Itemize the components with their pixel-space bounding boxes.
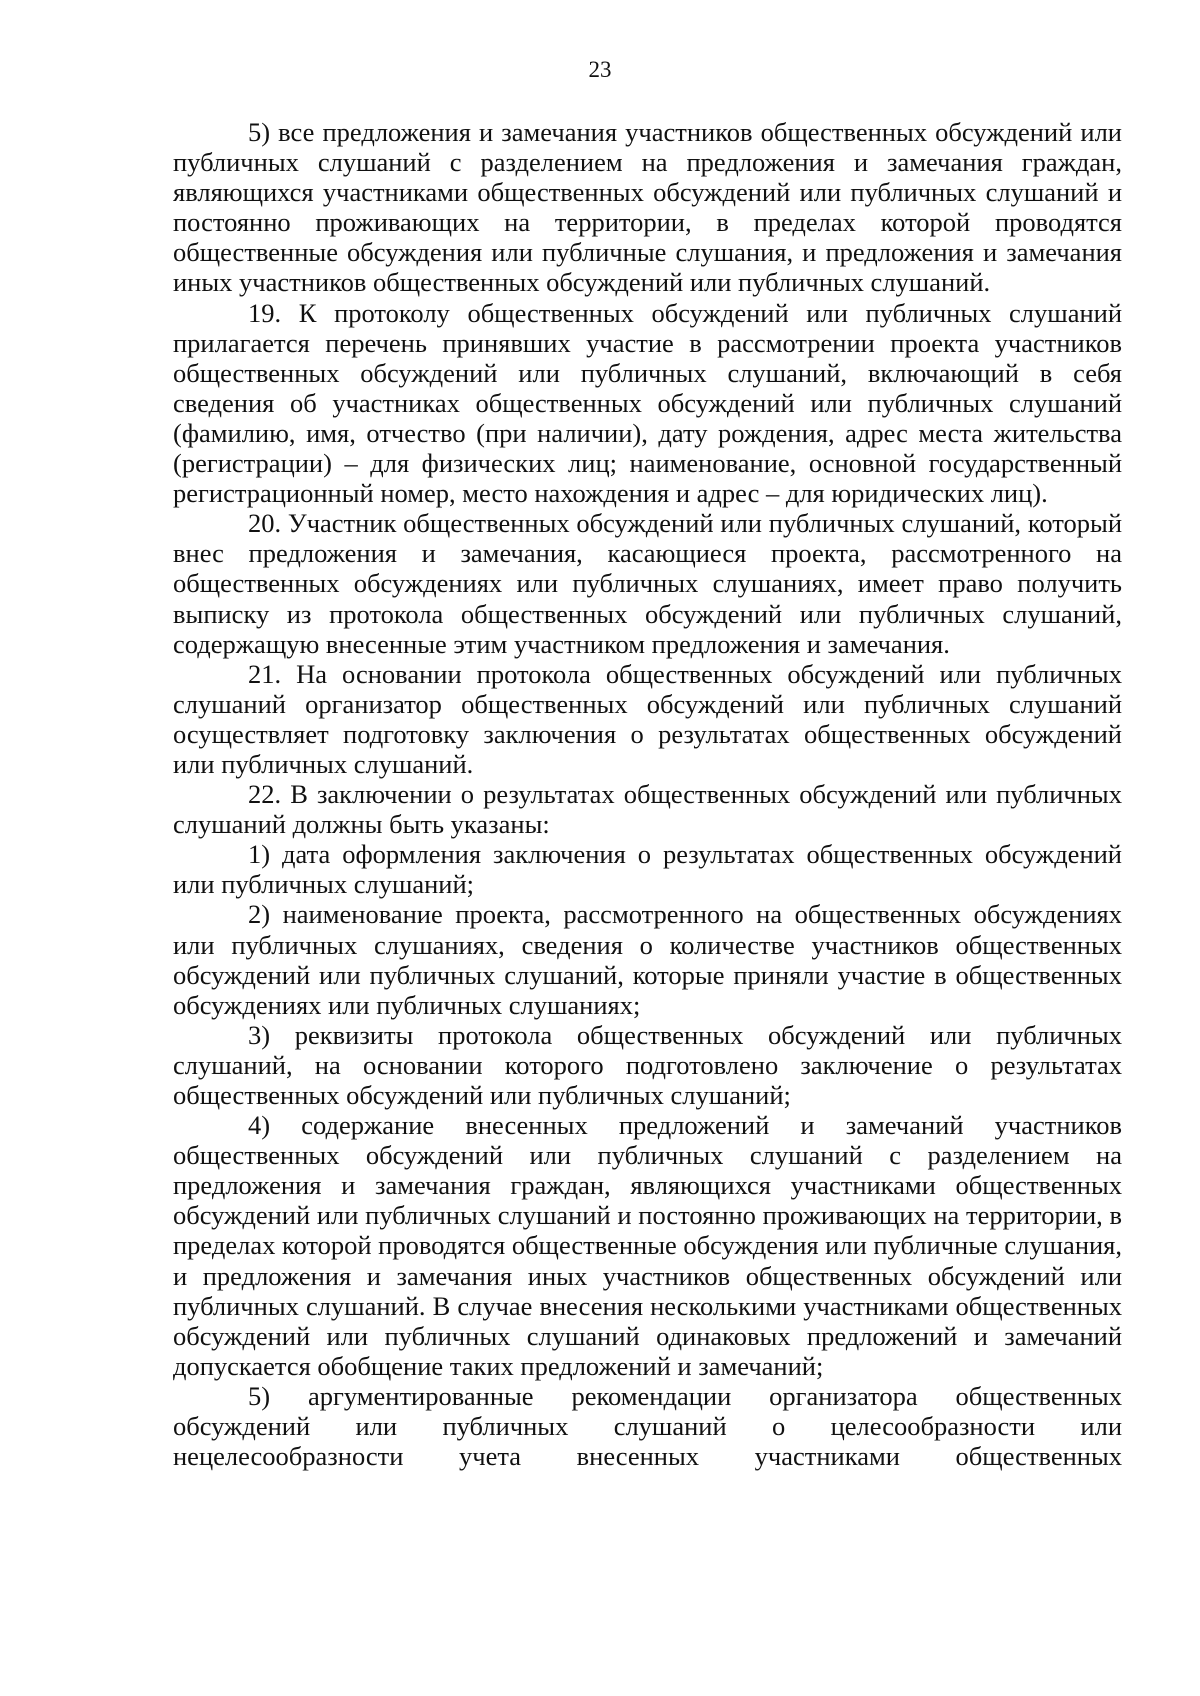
- list-item-3-protocol-details: 3) реквизиты протокола общественных обсуждений или публичных слушаний, на основании которого подготовлено заключение о результатах общественных обсуждений или публичных слушаний;: [173, 1019, 1122, 1110]
- list-item-4-proposals-content: 4) содержание внесенных предложений и замечаний участников общественных обсуждений или публичных слушаний с разделением на предложения и замечания граждан, являющихся участниками общественных обсуждений или публичных слушаний и постоянно проживающих на территории, в пределах которой проводятся общественные обсуждения или публичные слушания, и предложения и замечания иных участников общественных обсуждений или публичных слушаний. В случае внесения несколькими участниками общественных обсуждений или публичных слушаний одинаковых предложений и замечаний допускается обобщение таких предложений и замечаний;: [173, 1110, 1122, 1381]
- paragraph-19-participants-list: 19. К протоколу общественных обсуждений или публичных слушаний прилагается перечень принявших участие в рассмотрении проекта участников общественных обсуждений или публичных слушаний, включающий в себя сведения об участниках общественных обсуждений или публичных слушаний (фамилию, имя, отчество (при наличии), дату рождения, адрес места жительства (регистрации) – для физических лиц; наименование, основной государственный регистрационный номер, место нахождения и адрес – для юридических лиц).: [173, 297, 1122, 509]
- paragraph-item-5-proposals: 5) все предложения и замечания участников общественных обсуждений или публичных слушаний с разделением на предложения и замечания граждан, являющихся участниками общественных обсуждений или публичных слушаний и постоянно проживающих на территории, в пределах которой проводятся общественные обсуждения или публичные слушания, и предложения и замечания иных участников общественных обсуждений или публичных слушаний.: [173, 117, 1122, 298]
- document-body: [173, 117, 1122, 1471]
- paragraph-22-conclusion-contents: 22. В заключении о результатах общественных обсуждений или публичных слушаний должны быть указаны:: [173, 779, 1122, 840]
- paragraph-20-protocol-extract: 20. Участник общественных обсуждений или публичных слушаний, который внес предложения и замечания, касающиеся проекта, рассмотренного на общественных обсуждениях или публичных слушаниях, имеет право получить выписку из протокола общественных обсуждений или публичных слушаний, содержащую внесенные этим участником предложения и замечания.: [173, 508, 1122, 659]
- paragraph-21-conclusion-preparation: 21. На основании протокола общественных обсуждений или публичных слушаний организатор общественных обсуждений или публичных слушаний осуществляет подготовку заключения о результатах общественных обсуждений или публичных слушаний.: [173, 658, 1122, 779]
- list-item-5-recommendations: 5) аргументированные рекомендации организатора общественных обсуждений или публичных слушаний о целесообразности или нецелесообразности учета внесенных участниками общественных: [173, 1380, 1122, 1472]
- page-number: 23: [588, 57, 612, 82]
- list-item-2-project-name: 2) наименование проекта, рассмотренного на общественных обсуждениях или публичных слушаниях, сведения о количестве участников общественных обсуждений или публичных слушаний, которые приняли участие в общественных обсуждениях или публичных слушаниях;: [173, 899, 1122, 1020]
- list-item-1-date: 1) дата оформления заключения о результатах общественных обсуждений или публичных слушаний;: [173, 839, 1122, 900]
